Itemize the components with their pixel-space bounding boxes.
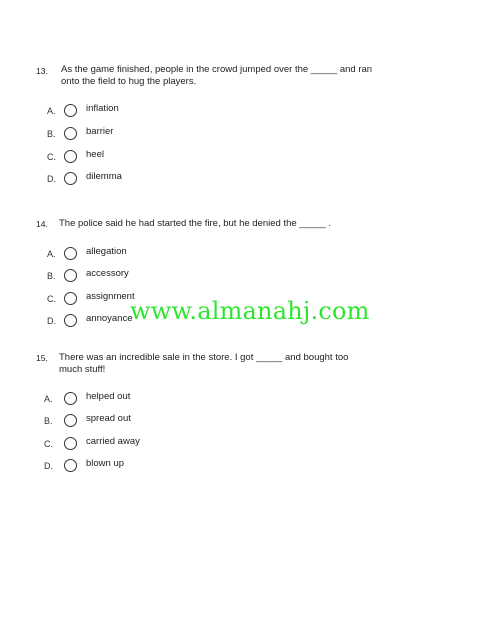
- option-label: inflation: [86, 103, 119, 114]
- option-letter: B.: [47, 271, 56, 281]
- option-letter: D.: [47, 174, 56, 184]
- question-text: The police said he had started the fire, but he denied the _____ .: [59, 218, 331, 229]
- radio-button[interactable]: [64, 314, 77, 327]
- option-label: carried away: [86, 436, 140, 447]
- option-15-d[interactable]: [0, 458, 300, 478]
- radio-button[interactable]: [64, 247, 77, 260]
- option-label: assignment: [86, 291, 135, 302]
- option-13-c[interactable]: [0, 149, 300, 169]
- radio-button[interactable]: [64, 414, 77, 427]
- question-text: There was an incredible sale in the store. I got _____ and bought too much stuff!: [59, 352, 349, 375]
- question-number: 14.: [36, 219, 48, 229]
- option-label: heel: [86, 149, 104, 160]
- radio-button[interactable]: [64, 292, 77, 305]
- option-label: blown up: [86, 458, 125, 469]
- option-15-a[interactable]: [0, 391, 300, 411]
- option-label: allegation: [86, 246, 127, 257]
- radio-button[interactable]: [64, 104, 77, 117]
- option-15-b[interactable]: [0, 413, 300, 433]
- option-label: dilemma: [86, 171, 122, 182]
- option-15-c[interactable]: [0, 436, 300, 456]
- option-letter: A.: [44, 394, 53, 404]
- option-letter: A.: [47, 106, 56, 116]
- option-13-d[interactable]: [0, 171, 300, 191]
- option-letter: C.: [47, 294, 56, 304]
- option-13-b[interactable]: [0, 126, 300, 146]
- option-letter: B.: [44, 416, 53, 426]
- option-label: barrier: [86, 126, 114, 137]
- question-number: 15.: [36, 353, 48, 363]
- question-number: 13.: [36, 66, 48, 76]
- option-letter: D.: [47, 316, 56, 326]
- option-letter: B.: [47, 129, 56, 139]
- option-letter: A.: [47, 249, 56, 259]
- radio-button[interactable]: [64, 150, 77, 163]
- radio-button[interactable]: [64, 392, 77, 405]
- radio-button[interactable]: [64, 269, 77, 282]
- radio-button[interactable]: [64, 459, 77, 472]
- option-letter: D.: [44, 461, 53, 471]
- option-letter: C.: [44, 439, 53, 449]
- radio-button[interactable]: [64, 127, 77, 140]
- option-14-b[interactable]: [0, 268, 300, 288]
- option-label: spread out: [86, 413, 131, 424]
- option-label: accessory: [86, 268, 129, 279]
- option-13-a[interactable]: [0, 103, 300, 123]
- watermark-text: www.almanahj.com: [130, 297, 370, 325]
- option-letter: C.: [47, 152, 56, 162]
- option-label: annoyance: [86, 313, 133, 324]
- option-14-a[interactable]: [0, 246, 300, 266]
- question-text: As the game finished, people in the crowd jumped over the _____ and ran onto the field to hug the players.: [61, 64, 373, 87]
- radio-button[interactable]: [64, 172, 77, 185]
- radio-button[interactable]: [64, 437, 77, 450]
- option-label: helped out: [86, 391, 131, 402]
